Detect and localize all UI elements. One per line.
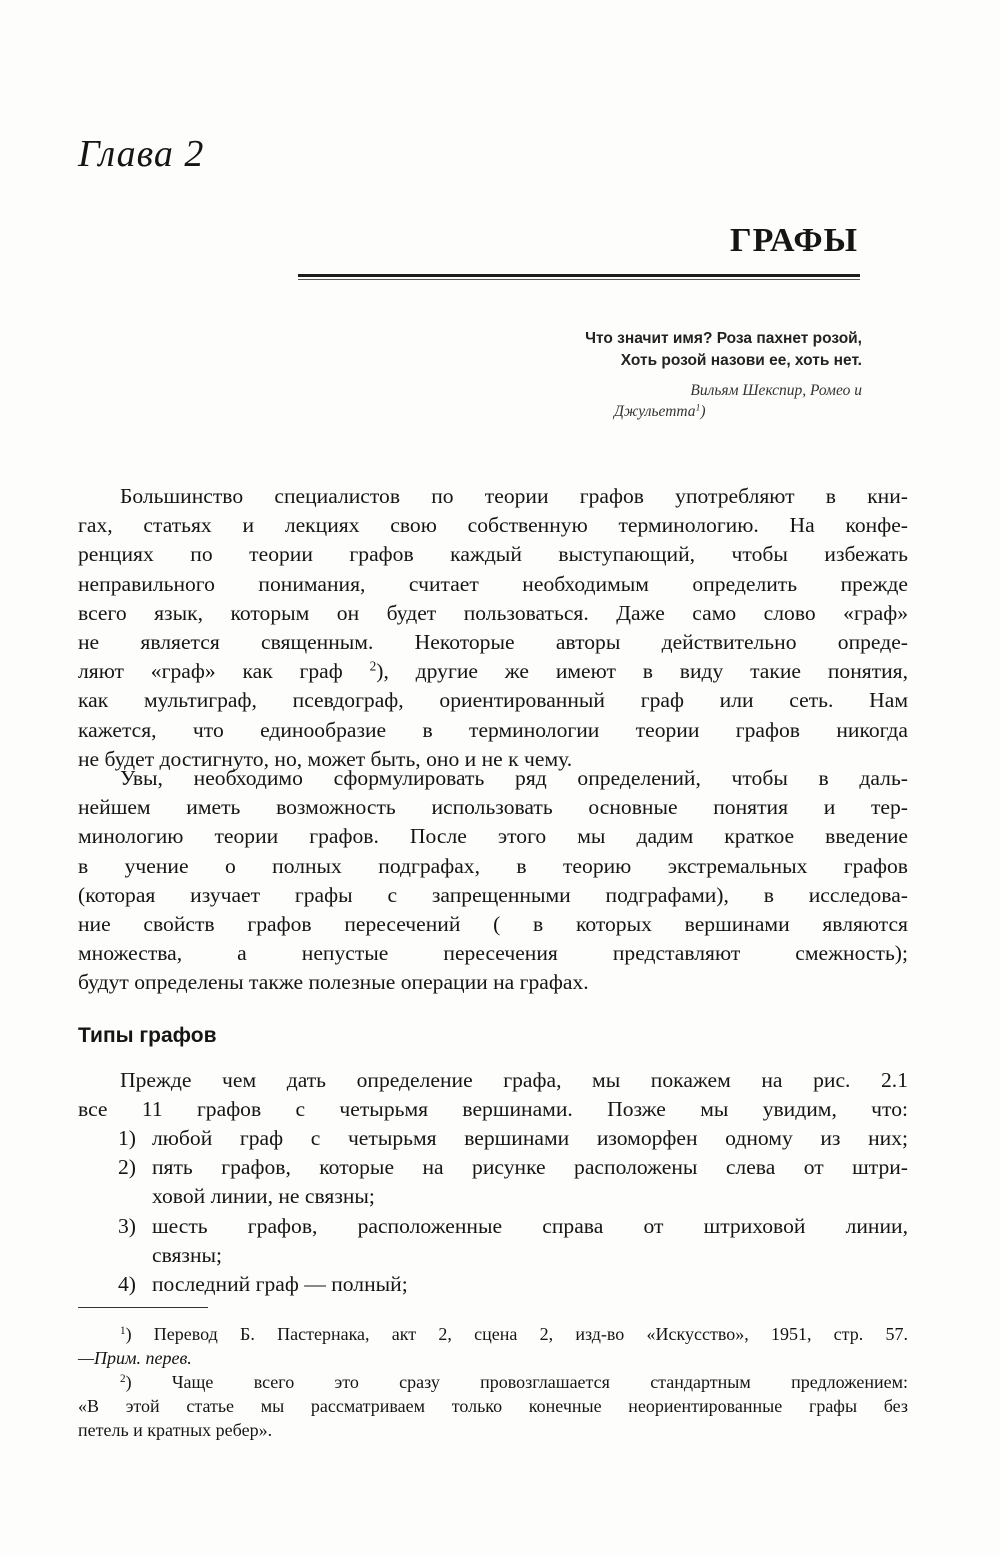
list-item-body: [152, 1153, 908, 1211]
list-item-text: связны;: [152, 1242, 223, 1267]
list-item-number: 2): [118, 1155, 136, 1180]
list-item: [118, 1153, 908, 1211]
intro-line-2: все 11 графов с четырьмя вершинами. Позже мы увидим, что:: [78, 1097, 908, 1122]
footnotes: [78, 1322, 908, 1442]
paragraph-line: (которая изучает графы с запрещенными подграфами), в исследова-: [78, 882, 908, 907]
paragraph-line: гах, статьях и лекциях свою собственную терминологию. На конфе-: [78, 513, 908, 538]
paragraph-line-with-footnote: [78, 657, 908, 686]
title-rule: [298, 274, 860, 277]
paragraph-text: ляют «граф» как граф: [78, 659, 343, 684]
paragraph-line: множества, а непустые пересечения представляют смежность);: [78, 941, 908, 966]
paragraph-text: ), другие же имеют в виду такие понятия,: [376, 659, 909, 684]
footnote-text: ) Чаще всего это сразу провозглашается стандартным предложением:: [125, 1372, 908, 1392]
list-item-number: 4): [118, 1272, 136, 1297]
intro-line-1: Прежде чем дать определение графа, мы покажем на рис. 2.1: [120, 1068, 908, 1092]
footnote-ref-2[interactable]: 2: [369, 658, 377, 674]
paragraph-line: минологию теории графов. После этого мы дадим краткое введение: [78, 824, 908, 849]
paragraph-line: как мультиграф, псевдограф, ориентированный граф или сеть. Нам: [78, 688, 908, 713]
footnote-1-line-2: —Прим. перев.: [78, 1348, 192, 1368]
paragraph-line: всего язык, которым он будет пользоваться. Даже само слово «граф»: [78, 600, 908, 625]
paragraph-line: Большинство специалистов по теории графов употребляют в кни-: [120, 484, 908, 508]
epigraph-attribution-line-1: Вильям Шекспир, Ромео и: [690, 382, 862, 399]
paragraph-line: неправильного понимания, считает необходимым определить прежде: [78, 571, 908, 596]
epigraph-line-1: Что значит имя? Роза пахнет розой,: [585, 330, 862, 347]
list-item-number: 3): [118, 1213, 136, 1238]
list-item-body: [152, 1270, 908, 1299]
chapter-label: Глава 2: [78, 133, 205, 175]
footnote-2-line-3: петель и кратных ребер».: [78, 1420, 273, 1440]
paragraph-2: [78, 764, 908, 998]
epigraph-line-2: Хоть розой назови ее, хоть нет.: [620, 352, 862, 369]
list-item-text: шесть графов, расположенные справа от штриховой линии,: [152, 1213, 908, 1238]
section-intro: [78, 1066, 908, 1124]
paragraph-line: не будет достигнуто, но, может быть, оно и не к чему.: [78, 746, 573, 771]
list-item: [118, 1270, 908, 1299]
numbered-list: [118, 1124, 908, 1299]
footnote-2-mark: 2: [120, 1372, 126, 1385]
list-item: [118, 1124, 908, 1153]
paragraph-line: нейшем иметь возможность использовать основные понятия и тер-: [78, 795, 908, 820]
list-item: [118, 1212, 908, 1270]
paragraph-line: ренциях по теории графов каждый выступающий, чтобы избежать: [78, 542, 908, 567]
list-item-text: ховой линии, не связны;: [152, 1184, 375, 1209]
chapter-title: ГРАФЫ: [729, 222, 858, 259]
paragraph-line: ние свойств графов пересечений ( в которых вершинами являются: [78, 912, 908, 937]
paragraph-line: не является священным. Некоторые авторы действительно опреде-: [78, 630, 908, 655]
paragraph-line: в учение о полных подграфах, в теорию экстремальных графов: [78, 853, 908, 878]
title-rule-thin: [298, 279, 860, 280]
epigraph-close-paren: ): [700, 403, 706, 420]
paragraph-line: будут определены также полезные операции на графах.: [78, 970, 589, 995]
epigraph-attribution-line-2: [602, 401, 862, 422]
list-item-body: [152, 1212, 908, 1270]
footnote-1-line-1: [78, 1322, 908, 1346]
epigraph: [522, 328, 862, 372]
footnote-1-mark: 1: [120, 1324, 126, 1337]
footnote-2-line-1: [78, 1370, 908, 1394]
footnote-text: ) Перевод Б. Пастернака, акт 2, сцена 2, изд-во «Искусство», 1951, стр. 57.: [125, 1324, 908, 1344]
list-item-text: последний граф — полный;: [152, 1272, 408, 1297]
list-item-number: 1): [118, 1126, 136, 1150]
footnote-divider: [78, 1307, 208, 1308]
list-item-text: любой граф с четырьмя вершинами изоморфен одному из них;: [152, 1126, 908, 1150]
paragraph-line: кажется, что единообразие в терминологии теории графов никогда: [78, 717, 908, 742]
section-heading: Типы графов: [78, 1024, 217, 1047]
list-item-body: [152, 1124, 908, 1153]
epigraph-attribution: [602, 380, 862, 422]
footnote-ref-1[interactable]: 1: [695, 402, 701, 414]
list-item-text: пять графов, которые на рисунке расположены слева от штри-: [152, 1155, 908, 1180]
paragraph-line: Увы, необходимо сформулировать ряд определений, чтобы в даль-: [120, 766, 908, 790]
epigraph-work-title: Джульетта: [614, 403, 696, 420]
paragraph-1: [78, 482, 908, 774]
footnote-2-line-2: «В этой статье мы рассматриваем только конечные неориентированные графы без: [78, 1396, 908, 1416]
